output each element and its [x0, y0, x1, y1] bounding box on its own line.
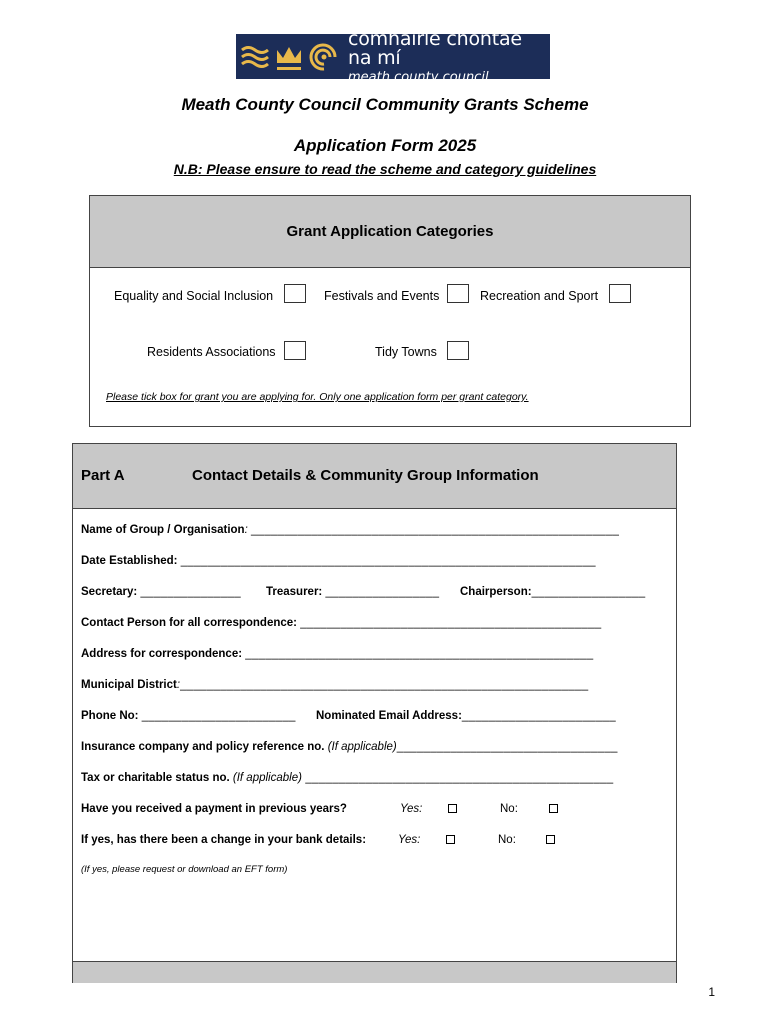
phone-field[interactable] — [81, 710, 296, 722]
waves-icon — [240, 40, 270, 74]
bank-change-yes-checkbox[interactable] — [446, 835, 455, 844]
date-established-field[interactable] — [81, 555, 596, 567]
contact-person-field[interactable] — [81, 617, 602, 629]
category-label-tidy-towns: Tidy Towns — [375, 345, 437, 359]
category-checkbox-tidy-towns[interactable] — [447, 341, 469, 360]
secretary-line[interactable]: _______________ — [140, 586, 241, 598]
treasurer-label: Treasurer: — [266, 586, 326, 598]
contact-person-label: Contact Person for all correspondence: — [81, 617, 301, 629]
form-title: Meath County Council Community Grants Scheme — [181, 95, 589, 114]
category-label-equality: Equality and Social Inclusion — [114, 289, 274, 303]
previous-payment-question: Have you received a payment in previous years? — [81, 803, 347, 815]
date-established-label: Date Established: — [81, 555, 181, 567]
council-logo — [236, 27, 550, 85]
address-field[interactable] — [81, 648, 593, 660]
previous-payment-yes-label: Yes: — [400, 803, 423, 815]
tax-line[interactable]: ______________________________________________ — [301, 772, 614, 784]
insurance-field[interactable] — [81, 741, 618, 753]
address-label: Address for correspondence: — [81, 648, 246, 660]
treasurer-field[interactable] — [266, 586, 439, 598]
grant-categories-header: Grant Application Categories — [90, 196, 690, 268]
bank-change-no-checkbox[interactable] — [546, 835, 555, 844]
secretary-label: Secretary: — [81, 586, 141, 598]
chairperson-label: Chairperson: — [460, 586, 532, 598]
part-a-title: Contact Details & Community Group Information — [192, 467, 539, 484]
date-established-line[interactable]: ______________________________________________________________ — [180, 555, 596, 567]
category-checkbox-recreation[interactable] — [609, 284, 631, 303]
form-subtitle: Application Form 2025 — [293, 136, 477, 155]
category-label-recreation: Recreation and Sport — [480, 289, 599, 303]
part-a-header — [73, 444, 676, 509]
secretary-field[interactable] — [81, 586, 241, 598]
guidelines-note: N.B: Please ensure to read the scheme and category guidelines — [173, 161, 597, 177]
logo-irish-name: comhairle chontae na mí — [348, 27, 522, 69]
categories-note: Please tick box for grant you are applying for. Only one application form per grant category. — [106, 391, 529, 403]
part-a-footer-bar — [73, 961, 676, 983]
insurance-label: Insurance company and policy reference no. — [81, 741, 328, 753]
category-checkbox-festivals[interactable] — [447, 284, 469, 303]
insurance-line[interactable]: _________________________________ — [396, 741, 618, 753]
phone-line[interactable]: _______________________ — [141, 710, 296, 722]
logo-english-name: meath county council — [348, 69, 489, 85]
municipal-district-line[interactable]: _____________________________________________________________ — [180, 679, 589, 691]
email-line[interactable]: _______________________ — [461, 710, 616, 722]
bank-change-no-label: No: — [498, 834, 516, 846]
eft-note: (If yes, please request or download an EFT form) — [81, 864, 288, 875]
email-label: Nominated Email Address: — [316, 710, 462, 722]
address-line[interactable]: ____________________________________________________ — [245, 648, 594, 660]
category-checkbox-residents[interactable] — [284, 341, 306, 360]
spiral-icon — [308, 40, 338, 74]
tax-hint: (If applicable) — [232, 772, 302, 784]
grant-categories-section — [89, 195, 691, 427]
category-label-festivals: Festivals and Events — [324, 289, 440, 303]
chairperson-line[interactable]: _________________ — [531, 586, 646, 598]
contact-person-line[interactable]: _____________________________________________ — [300, 617, 602, 629]
municipal-district-label: Municipal District — [81, 679, 177, 691]
municipal-district-field[interactable]: Municipal District:_____________________________________________________________ — [81, 679, 589, 691]
page-number: 1 — [708, 985, 715, 999]
category-label-residents: Residents Associations — [147, 345, 276, 359]
insurance-hint: (If applicable) — [327, 741, 397, 753]
previous-payment-yes-checkbox[interactable] — [448, 804, 457, 813]
bank-change-yes-label: Yes: — [398, 834, 421, 846]
category-checkbox-equality[interactable] — [284, 284, 306, 303]
previous-payment-no-label: No: — [500, 803, 518, 815]
part-a-label: Part A — [81, 467, 125, 484]
group-name-field[interactable]: Name of Group / Organisation: _______________________________________________________ — [81, 524, 620, 536]
chairperson-field[interactable] — [460, 586, 645, 598]
crown-icon — [274, 40, 304, 74]
previous-payment-no-checkbox[interactable] — [549, 804, 558, 813]
part-a-section — [72, 443, 677, 983]
treasurer-line[interactable]: _________________ — [325, 586, 440, 598]
group-name-label: Name of Group / Organisation — [81, 524, 245, 536]
phone-label: Phone No: — [81, 710, 142, 722]
group-name-line[interactable]: _______________________________________________________ — [250, 524, 620, 536]
email-field[interactable] — [316, 710, 616, 722]
tax-label: Tax or charitable status no. — [81, 772, 233, 784]
bank-change-question: If yes, has there been a change in your bank details: — [81, 834, 367, 846]
tax-field[interactable] — [81, 772, 613, 784]
